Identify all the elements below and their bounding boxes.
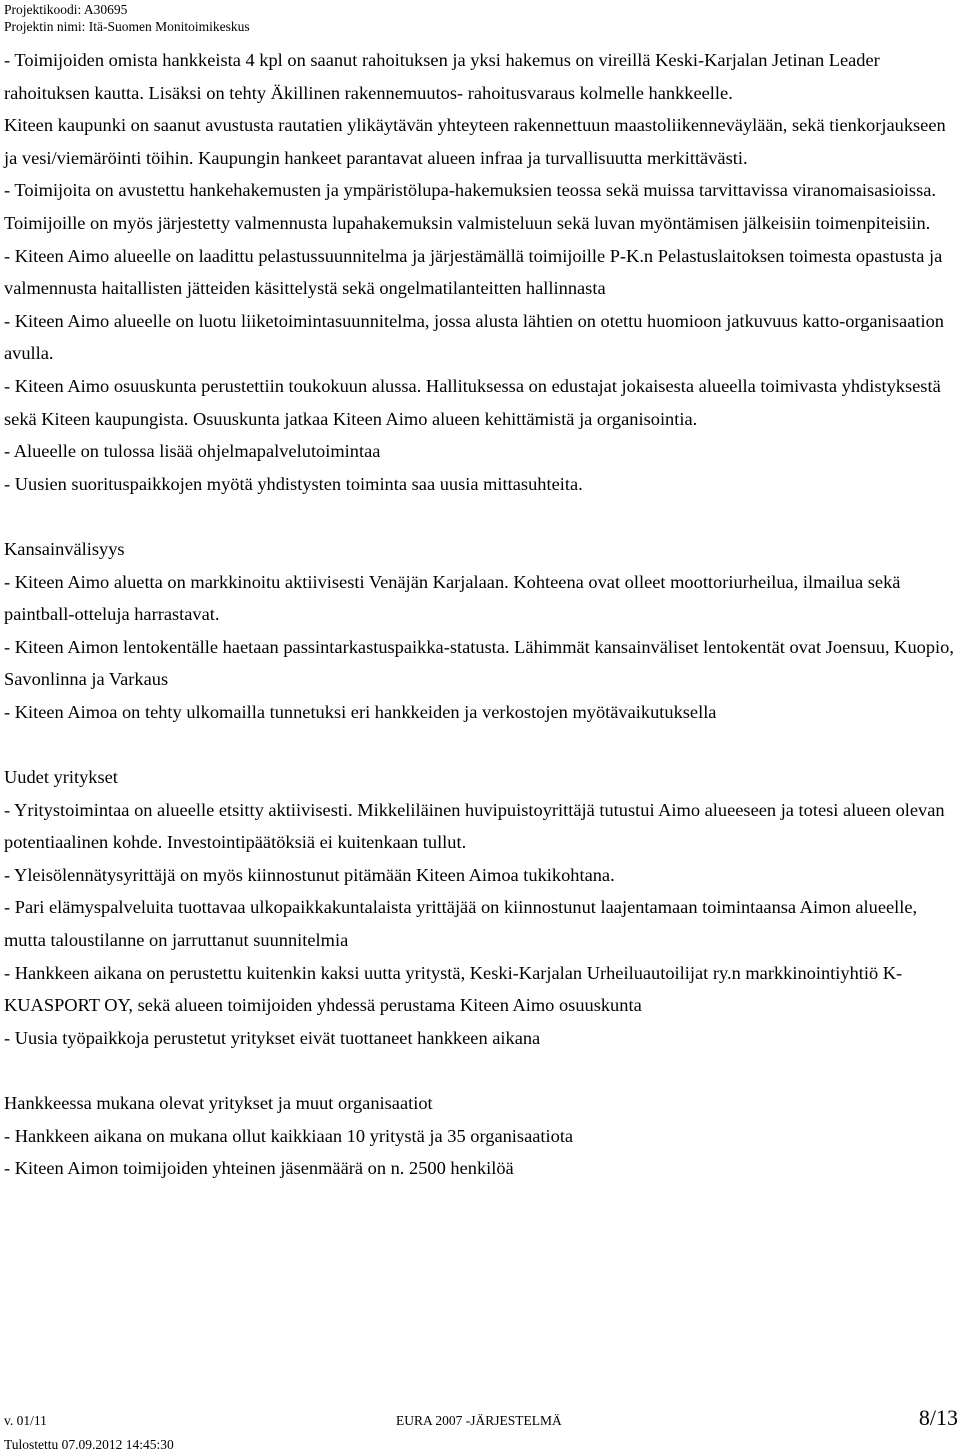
section-heading: Uudet yritykset: [4, 767, 118, 788]
paragraph: - Kiteen Aimo osuuskunta perustettiin toukokuun alussa. Hallituksessa on edustajat jokaisesta alueella toimivasta yhdistyksestä sekä Kiteen kaupungista. Osuuskunta jatkaa Kiteen Aimo alueen kehittämistä ja organisointia.: [4, 375, 941, 429]
paragraph: - Toimijoiden omista hankkeista 4 kpl on saanut rahoituksen ja yksi hakemus on vireillä Keski-Karjalan Jetinan Leader rahoituksen kautta. Lisäksi on tehty Äkillinen rakennemuutos- rahoitusvaraus kolmelle hankkeelle.: [4, 50, 880, 103]
paragraph: - Kiteen Aimon toimijoiden yhteinen jäsenmäärä on n. 2500 henkilöä: [4, 1158, 514, 1179]
paragraph: - Kiteen Aimo alueelle on luotu liiketoimintasuunnitelma, jossa alusta lähtien on otettu huomioon jatkuvuus katto-organisaation avulla.: [4, 310, 944, 364]
section-organisaatiot: [4, 1087, 956, 1185]
paragraph: - Kiteen Aimoa on tehty ulkomailla tunnetuksi eri hankkeiden ja verkostojen myötävaikutuksella: [4, 701, 717, 722]
footer-printed-date: Tulostettu 07.09.2012 14:45:30: [4, 1437, 174, 1452]
paragraph: - Uusien suorituspaikkojen myötä yhdistysten toiminta saa uusia mittasuhteita.: [4, 473, 583, 494]
paragraph: Kiteen kaupunki on saanut avustusta rautatien ylikäytävän yhteyteen rakennettuun maastoliikenneväylään, sekä tienkorjaukseen ja vesi/viemäröinti töihin. Kaupungin hankeet parantavat alueen infraa ja turvallisuutta merkittävästi.: [4, 115, 946, 168]
project-code: Projektikoodi: A30695: [4, 2, 128, 17]
document-body: [4, 44, 956, 1185]
section-kansainvalisyys: [4, 533, 956, 729]
paragraph: - Yleisölennätysyrittäjä on myös kiinnostunut pitämään Kiteen Aimoa tukikohtana.: [4, 864, 615, 885]
footer-version: v. 01/11: [4, 1413, 47, 1428]
project-name: Projektin nimi: Itä-Suomen Monitoimikeskus: [4, 19, 250, 34]
page-number: 8/13: [918, 1405, 958, 1430]
intro-block: [4, 44, 956, 500]
paragraph: - Hankkeen aikana on mukana ollut kaikkiaan 10 yritystä ja 35 organisaatiota: [4, 1125, 574, 1146]
paragraph: - Kiteen Aimo aluetta on markkinoitu aktiivisesti Venäjän Karjalaan. Kohteena ovat olleet moottoriurheilua, ilmailua sekä paintball-otteluja harrastavat.: [4, 571, 901, 625]
paragraph: - Toimijoita on avustettu hankehakemusten ja ympäristölupa-hakemuksien teossa sekä muissa tarvittavissa viranomaisasioissa. Toimijoille on myös järjestetty valmennusta lupahakemuksin valmisteluun sekä luvan myöntämisen jälkeisiin toimenpiteisiin.: [4, 180, 937, 233]
footer-system: EURA 2007 -JÄRJESTELMÄ: [396, 1413, 562, 1428]
paragraph: - Uusia työpaikkoja perustetut yritykset eivät tuottaneet hankkeen aikana: [4, 1027, 541, 1048]
page-header: [4, 1, 250, 35]
paragraph: - Pari elämyspalveluita tuottavaa ulkopaikkakuntalaista yrittäjää on kiinnostunut laajentamaan toimintaansa Aimon alueelle, mutta taloustilanne on jarruttanut suunnitelmia: [4, 897, 918, 951]
section-heading: Kansainvälisyys: [4, 538, 125, 559]
paragraph: - Yritystoimintaa on alueelle etsitty aktiivisesti. Mikkeliläinen huvipuistoyrittäjä tutustui Aimo alueeseen ja totesi alueen olevan potentiaalinen kohde. Investointipäätöksiä ei kuitenkaan tullut.: [4, 799, 945, 853]
paragraph: - Hankkeen aikana on perustettu kuitenkin kaksi uutta yritystä, Keski-Karjalan Urheiluautoilijat ry.n markkinointiyhtiö K-KUASPORT OY, sekä alueen toimijoiden yhdessä perustama Kiteen Aimo osuuskunta: [4, 962, 903, 1016]
paragraph: - Kiteen Aimon lentokentälle haetaan passintarkastuspaikka-statusta. Lähimmät kansainväliset lentokentät ovat Joensuu, Kuopio, Savonlinna ja Varkaus: [4, 636, 954, 690]
paragraph: - Kiteen Aimo alueelle on laadittu pelastussuunnitelma ja järjestämällä toimijoille P-K.n Pelastuslaitoksen toimesta opastusta ja valmennusta haitallisten jätteiden käsittelystä sekä ongelmatilanteitten hallinnasta: [4, 245, 943, 299]
section-heading: Hankkeessa mukana olevat yritykset ja muut organisaatiot: [4, 1093, 433, 1113]
paragraph: - Alueelle on tulossa lisää ohjelmapalvelutoimintaa: [4, 441, 381, 462]
section-uudet-yritykset: [4, 761, 956, 1054]
